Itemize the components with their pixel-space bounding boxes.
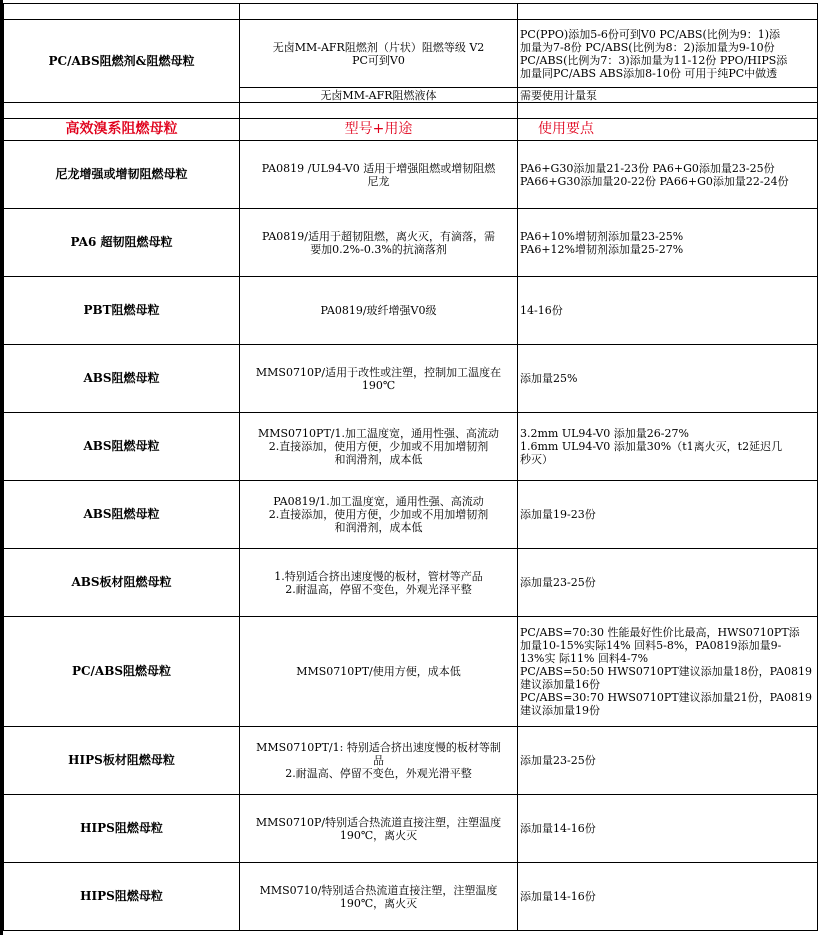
usage-cell[interactable] — [518, 277, 818, 345]
usage-line: 添加量14-16份 — [520, 890, 596, 903]
table-row — [4, 209, 818, 277]
table-row — [4, 727, 818, 795]
spec-line: MMS0710PT/1: 特别适合挤出速度慢的板材等制 — [256, 741, 501, 754]
usage-cell[interactable] — [518, 413, 818, 481]
table-row — [4, 141, 818, 209]
top-row-1 — [4, 20, 818, 88]
table-row — [4, 617, 818, 727]
usage-line: 建议添加量16份 — [520, 678, 600, 691]
usage-line: 14-16份 — [520, 304, 563, 317]
usage-line: PC/ABS(比例为7：3)添加量为11-12份 PPO/HIPS添 — [520, 53, 788, 67]
product-cell[interactable]: 尼龙增强或增韧阻燃母粒 — [4, 141, 240, 209]
spec-line: 190℃，离火灭 — [339, 828, 418, 842]
product-cell[interactable]: ABS阻燃母粒 — [4, 345, 240, 413]
usage-cell[interactable] — [518, 727, 818, 795]
usage-line: PC/ABS=30:70 HWS0710PT建议添加量21份，PA0819 — [520, 691, 812, 704]
usage-line: 13%实 际11% 回料4-7% — [520, 652, 649, 665]
spec-line: 2.直接添加，使用方便，少加或不用加增韧剂 — [268, 508, 489, 521]
table-row — [4, 413, 818, 481]
usage-line: 添加量14-16份 — [520, 822, 596, 835]
product-table — [3, 3, 818, 931]
header-col-usage[interactable]: 使用要点 — [518, 119, 818, 141]
usage-line: 添加量19-23份 — [520, 508, 596, 521]
usage-line: PA6+10%增韧剂添加量23-25% — [520, 229, 684, 243]
usage-line: 1.6mm UL94-V0 添加量30%（t1离火灭，t2延迟几 — [520, 440, 783, 453]
table-row — [4, 863, 818, 931]
table-row — [4, 549, 818, 617]
product-cell[interactable]: PBT阻燃母粒 — [4, 277, 240, 345]
blank-row — [4, 103, 818, 119]
spec-cell[interactable] — [240, 549, 518, 617]
product-cell[interactable]: HIPS阻燃母粒 — [4, 795, 240, 863]
top-spec-cell-2[interactable]: 无卤MM-AFR阻燃液体 — [240, 88, 518, 103]
spec-line: 无卤MM-AFR阻燃剂（片状）阻燃等级 V2 — [272, 40, 485, 54]
usage-line: 添加量23-25份 — [520, 576, 596, 589]
top-usage-cell-2[interactable]: 需要使用计量泵 — [518, 88, 818, 103]
product-cell[interactable]: PA6 超韧阻燃母粒 — [4, 209, 240, 277]
usage-line: PA6+G30添加量21-23份 PA6+G0添加量23-25份 — [520, 161, 775, 175]
usage-line: PC/ABS=70:30 性能最好性价比最高，HWS0710PT添 — [520, 626, 800, 639]
usage-line: 添加量25% — [520, 372, 578, 385]
product-cell[interactable]: HIPS板材阻燃母粒 — [4, 727, 240, 795]
spec-cell[interactable] — [240, 413, 518, 481]
header-col-spec[interactable]: 型号+用途 — [240, 119, 518, 141]
spec-line: PA0819/适用于超韧阻燃，离火灭，有滴落，需 — [261, 229, 496, 243]
spec-line: 要加0.2%-0.3%的抗滴落剂 — [310, 242, 447, 256]
spec-line: PA0819/1.加工温度宽，通用性强、高流动 — [273, 495, 484, 508]
usage-line: PA6+12%增韧剂添加量25-27% — [520, 242, 684, 256]
table-row — [4, 277, 818, 345]
spec-line: PA0819 /UL94-V0 适用于增强阻燃或增韧阻燃 — [261, 161, 496, 175]
usage-cell[interactable] — [518, 345, 818, 413]
spec-line: 品 — [373, 754, 384, 767]
spec-line: 2.耐温高、停留不变色，外观光滑平整 — [285, 767, 472, 780]
header-row — [4, 119, 818, 141]
spec-line: 190℃ — [361, 378, 396, 392]
spec-line: MMS0710PT/1.加工温度宽，通用性强、高流动 — [258, 427, 499, 440]
spec-line: 2.耐温高，停留不变色，外观光泽平整 — [285, 582, 472, 596]
spec-line: 190℃，离火灭 — [339, 896, 418, 910]
usage-line: 加量同PC/ABS ABS添加8-10份 可用于纯PC中做透 — [520, 66, 778, 80]
table-row — [4, 795, 818, 863]
spec-cell[interactable] — [240, 727, 518, 795]
product-cell[interactable]: ABS阻燃母粒 — [4, 481, 240, 549]
spec-line: 2.直接添加，使用方便，少加或不用加增韧剂 — [268, 440, 489, 453]
spec-line: MMS0710PT/使用方便，成本低 — [296, 665, 461, 678]
spec-cell[interactable] — [240, 141, 518, 209]
spec-cell[interactable] — [240, 209, 518, 277]
product-cell[interactable]: PC/ABS阻燃母粒 — [4, 617, 240, 727]
usage-line: PC/ABS=50:50 HWS0710PT建议添加量18份，PA0819 — [520, 665, 812, 678]
spec-line: 尼龙 — [367, 174, 390, 188]
usage-line: 添加量23-25份 — [520, 754, 596, 767]
usage-line: 建议添加量19份 — [520, 704, 600, 717]
spec-line: MMS0710/特别适合热流道直接注塑，注塑温度 — [259, 883, 498, 897]
top-spec-cell[interactable] — [240, 20, 518, 88]
table-row — [4, 345, 818, 413]
product-cell[interactable]: ABS板材阻燃母粒 — [4, 549, 240, 617]
usage-line: 3.2mm UL94-V0 添加量26-27% — [520, 427, 689, 440]
table-row — [4, 481, 818, 549]
product-cell[interactable]: ABS阻燃母粒 — [4, 413, 240, 481]
usage-cell[interactable] — [518, 141, 818, 209]
usage-line: 秒灭） — [520, 453, 553, 466]
top-product-cell[interactable]: PC/ABS阻燃剂&阻燃母粒 — [4, 20, 240, 103]
usage-cell[interactable] — [518, 481, 818, 549]
spec-line: MMS0710P/特别适合热流道直接注塑，注塑温度 — [255, 815, 502, 829]
spec-line: PA0819/玻纤增强V0级 — [320, 304, 437, 317]
usage-cell[interactable] — [518, 795, 818, 863]
usage-cell[interactable] — [518, 863, 818, 931]
spec-cell[interactable] — [240, 345, 518, 413]
blank-row — [4, 4, 818, 20]
spec-cell[interactable] — [240, 617, 518, 727]
spec-line: 和润滑剂，成本低 — [334, 453, 423, 466]
usage-line: PA66+G30添加量20-22份 PA66+G0添加量22-24份 — [520, 174, 789, 188]
spec-line: PC可到V0 — [352, 53, 405, 67]
usage-cell[interactable] — [518, 549, 818, 617]
top-usage-cell[interactable] — [518, 20, 818, 88]
header-col-product[interactable]: 高效溴系阻燃母粒 — [4, 119, 240, 141]
spec-line: 1.特别适合挤出速度慢的板材，管材等产品 — [274, 569, 483, 583]
usage-line: PC(PPO)添加5-6份可到V0 PC/ABS(比例为9：1)添 — [520, 27, 781, 41]
spec-cell[interactable] — [240, 277, 518, 345]
spec-cell[interactable] — [240, 481, 518, 549]
spec-cell[interactable] — [240, 795, 518, 863]
spec-line: MMS0710P/适用于改性或注塑，控制加工温度在 — [255, 365, 502, 379]
usage-cell[interactable] — [518, 617, 818, 727]
spec-line: 和润滑剂，成本低 — [334, 521, 423, 534]
usage-cell[interactable] — [518, 209, 818, 277]
usage-line: 加量为7-8份 PC/ABS(比例为8：2)添加量为9-10份 — [520, 40, 775, 54]
usage-line: 加量10-15%实际14% 回料5-8%，PA0819添加量9- — [520, 639, 782, 652]
product-cell[interactable]: HIPS阻燃母粒 — [4, 863, 240, 931]
spec-cell[interactable] — [240, 863, 518, 931]
